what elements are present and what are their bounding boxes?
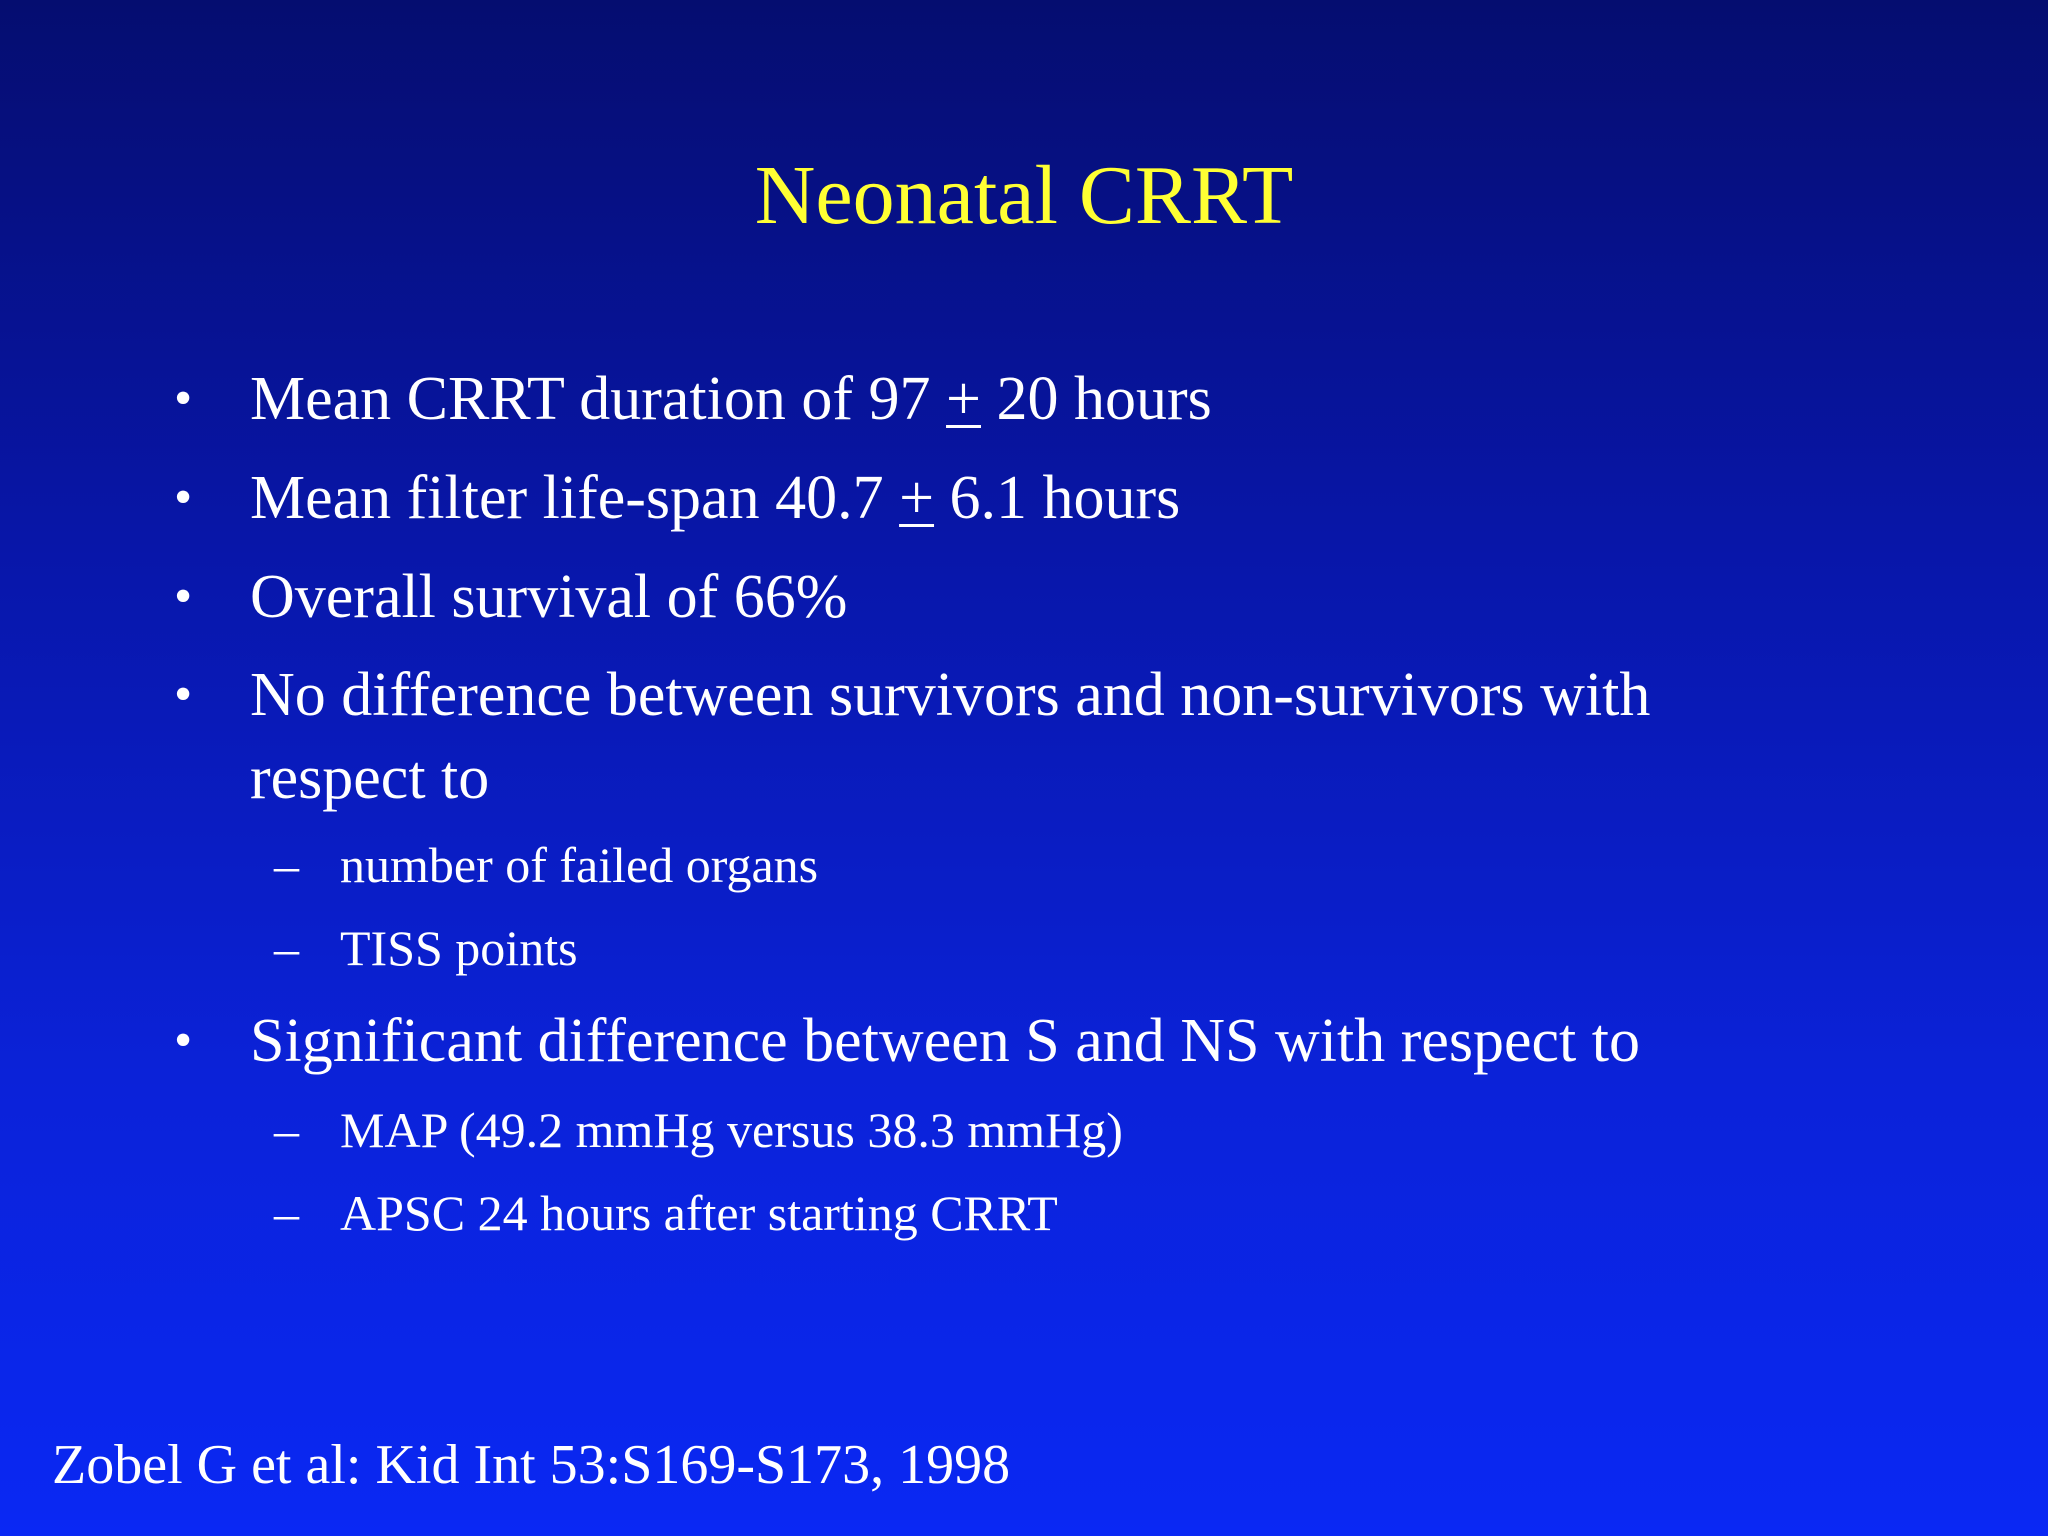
bullet-dot-icon: •	[174, 1012, 193, 1069]
bullet-dot-icon: •	[174, 469, 193, 526]
sub-item-text: APSC 24 hours after starting CRRT	[340, 1185, 1058, 1241]
sub-item-text: number of failed organs	[340, 837, 819, 893]
bullet-text-line-1: No difference between survivors and non-survivors with	[250, 661, 1651, 729]
plus-minus-symbol: +	[899, 464, 935, 532]
bullet-dot-icon: •	[174, 568, 193, 625]
bullet-text: Significant difference between S and NS with respect to	[250, 1007, 1641, 1075]
bullet-text: Overall survival of 66%	[250, 563, 848, 631]
plus-minus-symbol: +	[946, 365, 981, 433]
bullet-text-line-2: respect to	[250, 744, 490, 812]
bullet-text-before: Mean filter life-span 40.7	[250, 464, 900, 532]
bullet-text	[250, 356, 1212, 442]
slide-title: Neonatal CRRT	[754, 149, 1294, 242]
dash-icon: –	[274, 837, 299, 893]
dash-icon: –	[274, 1185, 299, 1241]
citation: Zobel G et al: Kid Int 53:S169-S173, 1998	[52, 1434, 1011, 1496]
sub-item-text: MAP (49.2 mmHg versus 38.3 mmHg)	[340, 1102, 1123, 1158]
dash-icon: –	[274, 920, 299, 976]
bullet-text-after: 20 hours	[981, 365, 1212, 433]
bullet-dot-icon: •	[174, 370, 193, 427]
bullet-text-after: 6.1 hours	[934, 464, 1181, 532]
dash-icon: –	[274, 1102, 299, 1158]
bullet-text	[250, 455, 1180, 541]
bullet-text-before: Mean CRRT duration of 97	[250, 365, 947, 433]
sub-item-text: TISS points	[340, 920, 578, 976]
bullet-dot-icon: •	[174, 666, 193, 723]
